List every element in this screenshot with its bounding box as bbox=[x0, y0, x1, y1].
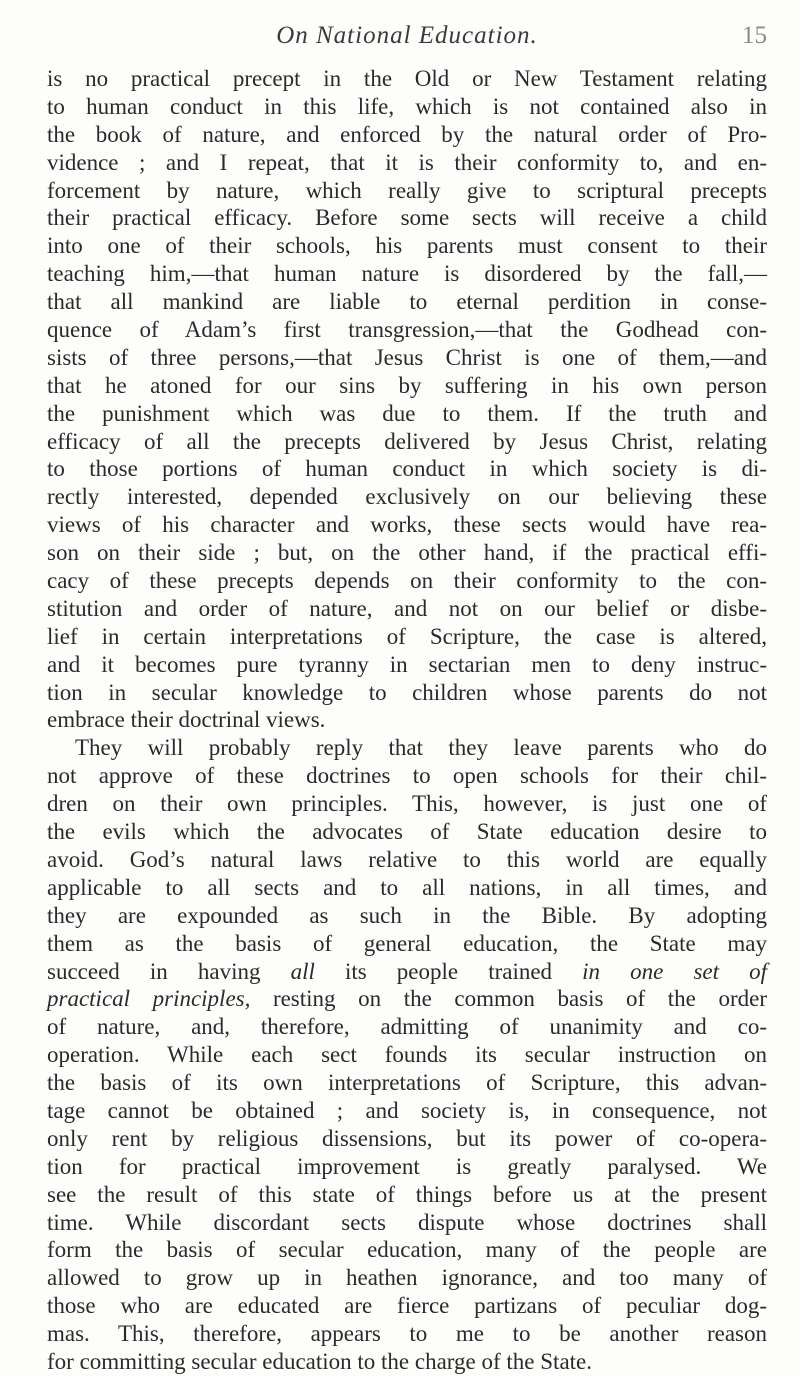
body-text bbox=[47, 65, 767, 1376]
text-line: into one of their schools, his parents must consent to their bbox=[47, 233, 767, 259]
text-line: see the result of this state of things before us at the present bbox=[47, 1181, 767, 1207]
emphasis-one-set: in one set of bbox=[582, 958, 767, 984]
text-line: They will probably reply that they leave parents who do bbox=[75, 735, 767, 761]
page-number: 15 bbox=[742, 22, 767, 49]
text-line: stitution and order of nature, and not on our belief or disbe- bbox=[47, 595, 767, 621]
text-line: views of his character and works, these sects would have rea- bbox=[47, 512, 767, 538]
text-run: resting on the common basis of the order bbox=[250, 986, 767, 1012]
text-line: applicable to all sects and to all nations, in all times, and bbox=[47, 874, 767, 900]
paragraph-2 bbox=[47, 734, 767, 1375]
text-line: quence of Adam’s first transgression,—that the Godhead con- bbox=[47, 317, 767, 343]
text-line: those who are educated are fierce partizans of peculiar dog- bbox=[47, 1293, 767, 1319]
text-line: allowed to grow up in heathen ignorance, and too many of bbox=[47, 1265, 767, 1291]
text-line: them as the basis of general education, the State may bbox=[47, 930, 767, 956]
text-line: to those portions of human conduct in which society is di- bbox=[47, 456, 767, 482]
text-line: embrace their doctrinal views. bbox=[47, 707, 326, 733]
text-line: tage cannot be obtained ; and society is, in consequence, not bbox=[47, 1097, 767, 1123]
text-line: dren on their own principles. This, however, is just one of bbox=[47, 791, 767, 817]
text-line: tion in secular knowledge to children whose parents do not bbox=[47, 679, 767, 705]
running-head bbox=[47, 22, 767, 56]
text-line: the basis of its own interpretations of Scripture, this advan- bbox=[47, 1070, 767, 1096]
text-line: that all mankind are liable to eternal perdition in conse- bbox=[47, 289, 767, 315]
text-run: succeed in having bbox=[47, 958, 291, 984]
text-line: mas. This, therefore, appears to me to be another reason bbox=[47, 1321, 767, 1347]
text-line: they are expounded as such in the Bible. By adopting bbox=[47, 902, 767, 928]
text-line: to human conduct in this life, which is not contained also in bbox=[47, 93, 767, 119]
text-line: cacy of these precepts depends on their conformity to the con- bbox=[47, 568, 767, 594]
text-line-with-emphasis bbox=[47, 958, 767, 986]
text-line: is no practical precept in the Old or New Testament relating bbox=[47, 66, 767, 91]
text-line: the book of nature, and enforced by the natural order of Pro- bbox=[47, 121, 767, 147]
text-line: lief in certain interpretations of Scripture, the case is altered, bbox=[47, 623, 767, 649]
text-line: the evils which the advocates of State education desire to bbox=[47, 819, 767, 845]
text-line: time. While discordant sects dispute whose doctrines shall bbox=[47, 1209, 767, 1235]
running-title: On National Education. bbox=[276, 22, 538, 49]
text-line-with-emphasis bbox=[47, 985, 767, 1013]
text-line: rectly interested, depended exclusively on our believing these bbox=[47, 484, 767, 510]
text-line: forcement by nature, which really give to scriptural precepts bbox=[47, 177, 767, 203]
text-line: efficacy of all the precepts delivered by Jesus Christ, relating bbox=[47, 428, 767, 454]
text-line: tion for practical improvement is greatly paralysed. We bbox=[47, 1153, 767, 1179]
text-line: vidence ; and I repeat, that it is their conformity to, and en- bbox=[47, 149, 767, 175]
text-line: avoid. God’s natural laws relative to this world are equally bbox=[47, 846, 767, 872]
text-line: the punishment which was due to them. If the truth and bbox=[47, 400, 767, 426]
emphasis-practical-principles: practical principles, bbox=[47, 986, 251, 1012]
paragraph-1 bbox=[47, 65, 767, 734]
text-line: operation. While each sect founds its secular instruction on bbox=[47, 1042, 767, 1068]
text-line: of nature, and, therefore, admitting of unanimity and co- bbox=[47, 1014, 767, 1040]
text-line: their practical efficacy. Before some sects will receive a child bbox=[47, 205, 767, 231]
text-line: sists of three persons,—that Jesus Christ is one of them,—and bbox=[47, 344, 767, 370]
text-line: not approve of these doctrines to open schools for their chil- bbox=[47, 763, 767, 789]
text-line: teaching him,—that human nature is disordered by the fall,— bbox=[47, 261, 767, 287]
text-line: only rent by religious dissensions, but its power of co-opera- bbox=[47, 1125, 767, 1151]
text-line: form the basis of secular education, many of the people are bbox=[47, 1237, 767, 1263]
text-line: for committing secular education to the charge of the State. bbox=[47, 1348, 593, 1374]
text-line: son on their side ; but, on the other hand, if the practical effi- bbox=[47, 540, 767, 566]
text-line: and it becomes pure tyranny in sectarian men to deny instruc- bbox=[47, 651, 767, 677]
emphasis-all: all bbox=[290, 958, 315, 984]
text-line: that he atoned for our sins by suffering in his own person bbox=[47, 372, 767, 398]
text-run: its people trained bbox=[314, 958, 583, 984]
